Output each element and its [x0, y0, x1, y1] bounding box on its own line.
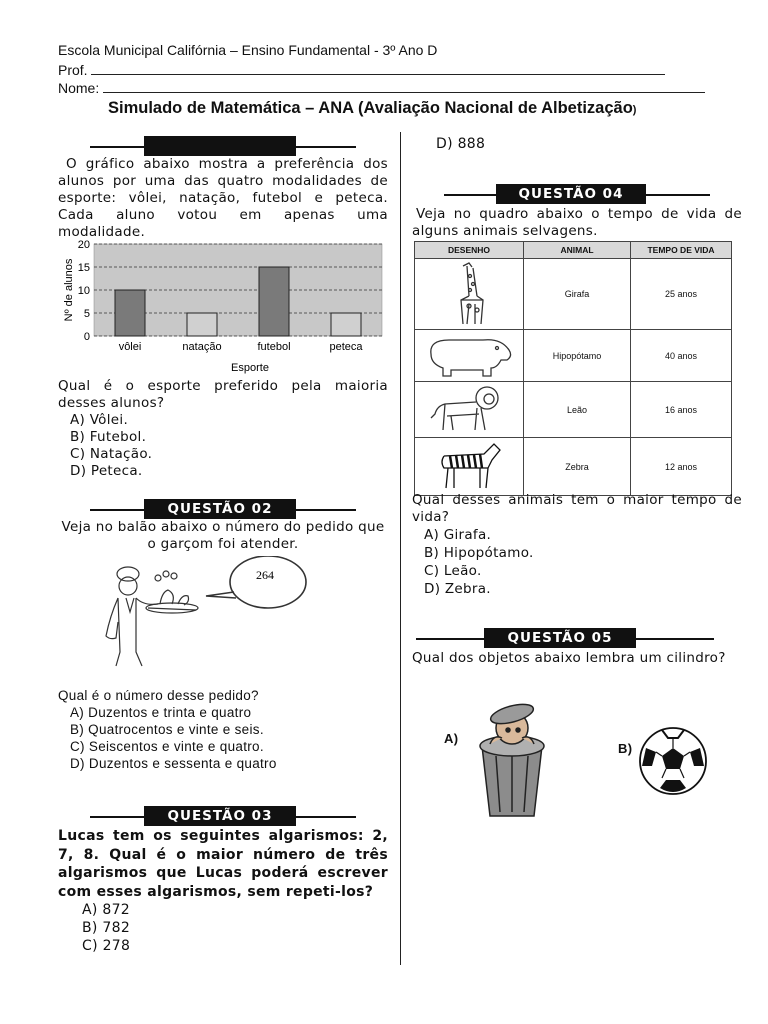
q2-option-b[interactable]: B) Quatrocentos e vinte e seis. [70, 722, 264, 737]
animal-life: 12 anos [631, 438, 732, 496]
y-tick-label: 20 [77, 240, 90, 251]
giraffe-icon [415, 259, 524, 330]
name-blank [103, 80, 705, 93]
q3-option-c[interactable]: C) 278 [82, 938, 131, 954]
animal-life: 25 anos [631, 259, 732, 330]
q3-option-d[interactable]: D) 888 [436, 136, 486, 152]
animal-name: Hipopótamo [524, 330, 631, 382]
q4-option-d[interactable]: D) Zebra. [424, 581, 491, 597]
question-04-label: QUESTÃO 04 [496, 184, 646, 204]
name-label: Nome: [58, 80, 100, 96]
q1-option-b[interactable]: B) Futebol. [70, 429, 147, 445]
q2-question: Qual é o número desse pedido? [58, 688, 259, 703]
lion-icon [415, 382, 524, 438]
bar-2 [259, 267, 289, 336]
bar-0 [115, 290, 145, 336]
waiter-illustration [96, 556, 312, 670]
question-03-label: QUESTÃO 03 [144, 806, 296, 826]
hippo-icon [415, 330, 524, 382]
question-03-bar [90, 806, 356, 826]
question-05-bar [416, 628, 714, 648]
q1-option-d[interactable]: D) Peteca. [70, 463, 143, 479]
table-row [415, 330, 732, 382]
question-04-bar [444, 184, 710, 204]
y-tick-label: 15 [77, 262, 90, 274]
prof-label: Prof. [58, 62, 88, 78]
animal-name: Leão [524, 382, 631, 438]
x-tick-label: natação [182, 341, 222, 353]
trash-can-icon [468, 700, 558, 820]
column-divider [400, 132, 401, 965]
table-row [415, 382, 732, 438]
prof-blank [91, 62, 665, 75]
table-row [415, 438, 732, 496]
bar-3 [331, 313, 361, 336]
question-02-bar [90, 499, 356, 519]
bubble-number: 264 [256, 568, 274, 582]
y-tick-label: 5 [83, 308, 90, 320]
animal-name: Zebra [524, 438, 631, 496]
col-header-life: TEMPO DE VIDA [631, 242, 732, 259]
col-header-drawing: DESENHO [415, 242, 524, 259]
soccer-ball-icon [638, 726, 708, 796]
animals-table [414, 241, 732, 496]
q1-question: Qual é o esporte preferido pela maioria desses alunos? [58, 378, 388, 411]
x-tick-label: vôlei [118, 341, 142, 353]
prof-line [58, 61, 665, 79]
y-axis-label: Nº de alunos [63, 258, 75, 322]
q2-option-c[interactable]: C) Seiscentos e vinte e quatro. [70, 739, 264, 754]
q3-option-a[interactable]: A) 872 [82, 902, 131, 918]
q1-option-a[interactable]: A) Vôlei. [70, 412, 129, 428]
q2-intro: Veja no balão abaixo o número do pedido que o garçom foi atender. [61, 519, 385, 552]
question-01-label-box [144, 136, 296, 156]
animal-life: 40 anos [631, 330, 732, 382]
q4-intro: Veja no quadro abaixo o tempo de vida de alguns animais selvagens. [412, 206, 742, 239]
x-axis-label: Esporte [231, 362, 269, 374]
col-header-animal: ANIMAL [524, 242, 631, 259]
question-05-label: QUESTÃO 05 [484, 628, 636, 648]
q5-option-a[interactable]: A) [444, 731, 459, 746]
q4-question: Qual desses animais tem o maior tempo de vida? [412, 492, 742, 525]
q1-intro: O gráfico abaixo mostra a preferência dos alunos por uma das quatro modalidades de esporte: vôlei, natação, futebol e peteca. Cada aluno votou em apenas uma modalidade. [58, 156, 388, 240]
bar-1 [187, 313, 217, 336]
x-tick-label: futebol [257, 341, 291, 353]
y-tick-label: 0 [83, 331, 90, 343]
sports-bar-chart [62, 240, 384, 374]
q5-option-b[interactable]: B) [618, 741, 633, 756]
q4-option-b[interactable]: B) Hipopótamo. [424, 545, 534, 561]
q2-option-d[interactable]: D) Duzentos e sessenta e quatro [70, 756, 277, 771]
animal-name: Girafa [524, 259, 631, 330]
q3-option-b[interactable]: B) 782 [82, 920, 131, 936]
question-02-label: QUESTÃO 02 [144, 499, 296, 519]
table-row [415, 259, 732, 330]
q5-question: Qual dos objetos abaixo lembra um cilindro? [412, 650, 726, 666]
name-line [58, 79, 705, 97]
animal-life: 16 anos [631, 382, 732, 438]
q1-option-c[interactable]: C) Natação. [70, 446, 153, 462]
zebra-icon [415, 438, 524, 496]
y-tick-label: 10 [77, 285, 90, 297]
question-01-bar [90, 136, 356, 156]
q2-option-a[interactable]: A) Duzentos e trinta e quatro [70, 705, 252, 720]
x-tick-label: peteca [329, 341, 363, 353]
q4-option-a[interactable]: A) Girafa. [424, 527, 492, 543]
school-line: Escola Municipal Califórnia – Ensino Fundamental - 3º Ano D [58, 42, 438, 58]
q4-option-c[interactable]: C) Leão. [424, 563, 482, 579]
page-title: Simulado de Matemática – ANA (Avaliação Nacional de Albetização) [108, 99, 637, 117]
q3-text: Lucas tem os seguintes algarismos: 2, 7, 8. Qual é o maior número de três algarismos que Lucas poderá escrever com esses algarismos, sem repeti-los? [58, 828, 388, 900]
